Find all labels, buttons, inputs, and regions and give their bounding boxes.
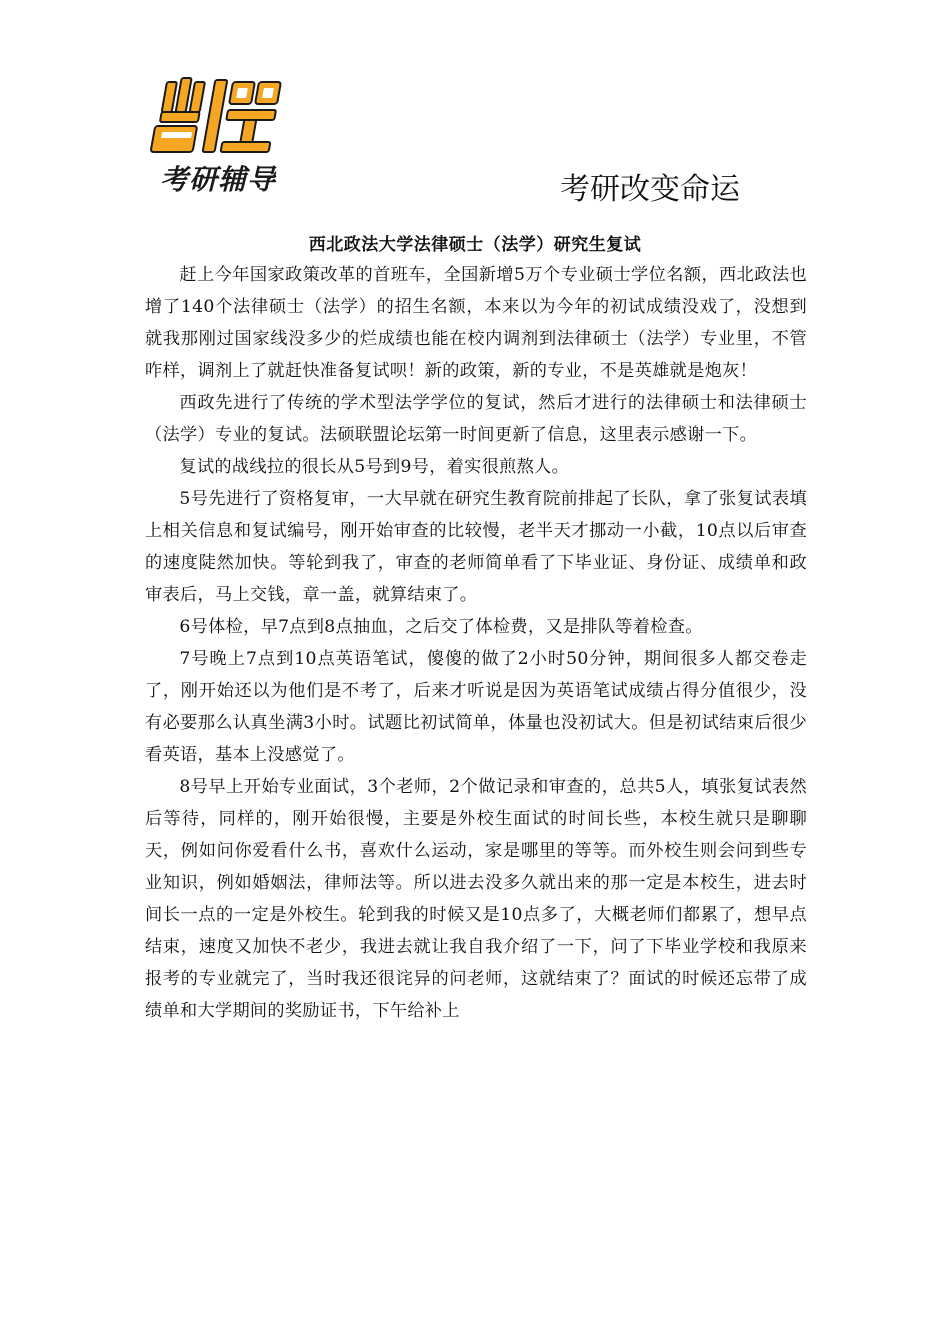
slogan: 考研改变命运	[560, 172, 740, 207]
document-title: 西北政法大学法律硕士（法学）研究生复试	[308, 235, 642, 255]
paragraph-2: 西政先进行了传统的学术型法学学位的复试，然后才进行的法律硕士和法律硕士（法学）专业的复试。法硕联盟论坛第一时间更新了信息，这里表示感谢一下。	[145, 393, 807, 445]
document-body	[145, 259, 807, 1027]
kaicheng-logo-mark	[150, 76, 300, 158]
paragraph-1: 赶上今年国家政策改革的首班车，全国新增5万个专业硕士学位名额，西北政法也增了140个法律硕士（法学）的招生名额，本来以为今年的初试成绩没戏了，没想到就我那刚过国家线没多少的烂成绩也能在校内调剂到法律硕士（法学）专业里，不管咋样，调剂上了就赶快准备复试呗！新的政策，新的专业，不是英雄就是炮灰！	[145, 265, 807, 381]
kaicheng-logo	[150, 76, 302, 198]
paragraph-6: 7号晚上7点到10点英语笔试，傻傻的做了2小时50分钟，期间很多人都交卷走了，刚开始还以为他们是不考了，后来才听说是因为英语笔试成绩占得分值很少，没有必要那么认真坐满3小时。试题比初试简单，体量也没初试大。但是初试结束后很少看英语，基本上没感觉了。	[145, 649, 807, 765]
paragraph-3: 复试的战线拉的很长从5号到9号，着实很煎熬人。	[179, 457, 570, 477]
paragraph-5: 6号体检，早7点到8点抽血，之后交了体检费，又是排队等着检查。	[179, 617, 703, 637]
paragraph-4: 5号先进行了资格复审，一大早就在研究生教育院前排起了长队，拿了张复试表填上相关信息和复试编号，刚开始审查的比较慢，老半天才挪动一小截，10点以后审查的速度陡然加快。等轮到我了，审查的老师简单看了下毕业证、身份证、成绩单和政审表后，马上交钱，章一盖，就算结束了。	[145, 489, 807, 605]
paragraph-7: 8号早上开始专业面试，3个老师，2个做记录和审查的，总共5人，填张复试表然后等待，同样的，刚开始很慢，主要是外校生面试的时间长些，本校生就只是聊聊天，例如问你爱看什么书，喜欢什么运动，家是哪里的等等。而外校生则会问到些专业知识，例如婚姻法，律师法等。所以进去没多久就出来的那一定是本校生，进去时间长一点的一定是外校生。轮到我的时候又是10点多了，大概老师们都累了，想早点结束，速度又加快不老少，我进去就让我自我介绍了一下，问了下毕业学校和我原来报考的专业就完了，当时我还很诧异的问老师，这就结束了？面试的时候还忘带了成绩单和大学期间的奖励证书，下午给补上	[145, 777, 807, 1021]
logo-subtitle: 考研辅导	[160, 163, 277, 196]
